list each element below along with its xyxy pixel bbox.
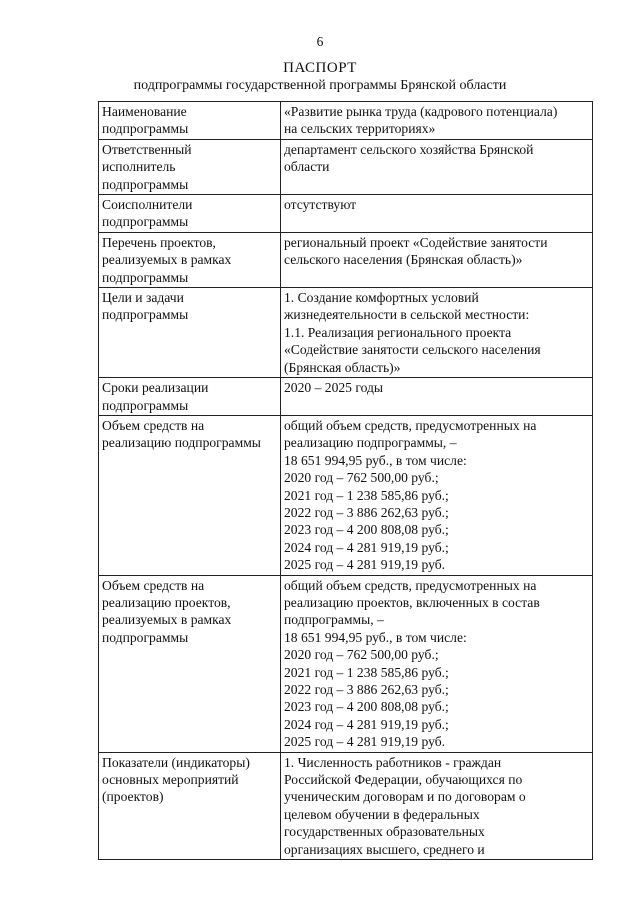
row-value-line: 18 651 994,95 руб., в том числе:: [284, 452, 467, 468]
row-value-line: целевом обучении в федеральных: [284, 806, 480, 822]
table-row: [99, 575, 593, 752]
row-value-line: подпрограммы, –: [284, 612, 384, 628]
row-label-line: реализуемых в рамках: [102, 612, 232, 628]
row-label-cell: [99, 102, 281, 140]
row-value-line: 1. Создание комфортных условий: [284, 290, 479, 306]
row-value-line: 2023 год – 4 200 808,08 руб.;: [284, 699, 449, 715]
row-value-line: 1. Численность работников - граждан: [284, 754, 502, 770]
row-label-line: реализацию проектов,: [102, 594, 231, 610]
row-value-line: Российской Федерации, обучающихся по: [284, 772, 523, 788]
passport-table: [98, 101, 593, 860]
table-row: [99, 288, 593, 378]
row-value-line: региональный проект «Содействие занятости: [284, 234, 548, 250]
row-value-line: 2021 год – 1 238 585,86 руб.;: [284, 664, 449, 680]
row-value-line: 2020 год – 762 500,00 руб.;: [284, 647, 439, 663]
table-row: [99, 139, 593, 194]
row-label-line: подпрограммы: [102, 214, 189, 230]
row-value-line: 2022 год – 3 886 262,63 руб.;: [284, 682, 449, 697]
row-value-line: «Развитие рынка труда (кадрового потенциала): [284, 104, 558, 119]
row-value-line: 2024 год – 4 281 919,19 руб.;: [284, 539, 449, 555]
row-value-cell: [281, 378, 593, 416]
row-value-line: 18 651 994,95 руб., в том числе:: [284, 629, 467, 645]
row-label-cell: [99, 195, 281, 233]
row-label-line: Перечень проектов,: [102, 234, 216, 250]
table-row: [99, 195, 593, 233]
row-value-cell: [281, 139, 593, 194]
row-label-line: подпрограммы: [102, 121, 189, 137]
row-value-line: 2025 год – 4 281 919,19 руб.: [284, 557, 446, 573]
row-label-line: Объем средств на: [102, 577, 205, 593]
table-row: [99, 378, 593, 416]
row-value-cell: [281, 195, 593, 233]
row-label-cell: [99, 415, 281, 575]
row-value-line: 2023 год – 4 200 808,08 руб.;: [284, 522, 449, 538]
row-label-cell: [99, 139, 281, 194]
row-value-cell: [281, 102, 593, 140]
row-value-line: государственных образовательных: [284, 824, 485, 840]
row-label-line: Объем средств на: [102, 417, 205, 433]
row-value-cell: [281, 752, 593, 859]
row-value-line: 2020 – 2025 годы: [284, 380, 384, 396]
row-value-line: организациях высшего, среднего и: [284, 841, 485, 857]
row-label-cell: [99, 288, 281, 378]
row-value-line: 2021 год – 1 238 585,86 руб.;: [284, 487, 449, 503]
row-value-cell: [281, 415, 593, 575]
table-row: [99, 102, 593, 140]
table-row: [99, 232, 593, 287]
table-row: [99, 415, 593, 575]
row-value-line: 2025 год – 4 281 919,19 руб.: [284, 734, 446, 750]
row-value-line: «Содействие занятости сельского населения: [284, 342, 541, 358]
row-value-line: 2024 год – 4 281 919,19 руб.;: [284, 716, 449, 732]
row-value-cell: [281, 288, 593, 378]
row-label-cell: [99, 752, 281, 859]
row-label-line: реализацию подпрограммы: [102, 435, 261, 451]
row-label-line: исполнитель: [102, 159, 176, 175]
row-value-line: (Брянская область)»: [284, 359, 401, 375]
row-label-line: Ответственный: [102, 141, 192, 157]
document-subtitle: подпрограммы государственной программы Брянской области: [133, 78, 507, 93]
row-value-line: реализацию подпрограммы, –: [284, 435, 457, 451]
row-label-cell: [99, 232, 281, 287]
row-label-line: (проектов): [102, 789, 164, 805]
row-label-line: Наименование: [102, 104, 187, 119]
row-label-cell: [99, 378, 281, 416]
page-number: 6: [316, 34, 324, 49]
row-value-cell: [281, 232, 593, 287]
row-label-cell: [99, 575, 281, 752]
row-label-line: подпрограммы: [102, 176, 189, 192]
row-value-line: на сельских территориях»: [284, 121, 436, 137]
row-label-line: Показатели (индикаторы): [102, 754, 250, 770]
document-title: ПАСПОРТ: [283, 60, 357, 76]
row-value-line: общий объем средств, предусмотренных на: [284, 577, 537, 593]
row-label-line: подпрограммы: [102, 397, 189, 413]
row-label-line: реализуемых в рамках: [102, 252, 232, 268]
row-label-line: Соисполнители: [102, 197, 193, 213]
row-value-line: реализацию проектов, включенных в состав: [284, 594, 540, 610]
row-value-line: общий объем средств, предусмотренных на: [284, 417, 537, 433]
row-value-line: жизнедеятельности в сельской местности:: [284, 307, 530, 323]
row-label-line: Цели и задачи: [102, 290, 184, 306]
row-label-line: подпрограммы: [102, 629, 189, 645]
table-row: [99, 752, 593, 859]
row-label-line: основных мероприятий: [102, 772, 239, 788]
row-value-line: области: [284, 159, 330, 175]
row-label-line: подпрограммы: [102, 307, 189, 323]
row-value-line: сельского населения (Брянская область)»: [284, 252, 523, 268]
row-label-line: подпрограммы: [102, 269, 189, 285]
row-value-cell: [281, 575, 593, 752]
row-label-line: Сроки реализации: [102, 380, 209, 396]
row-value-line: 1.1. Реализация регионального проекта: [284, 324, 512, 340]
row-value-line: 2022 год – 3 886 262,63 руб.;: [284, 504, 449, 520]
row-value-line: 2020 год – 762 500,00 руб.;: [284, 470, 439, 486]
row-value-line: департамент сельского хозяйства Брянской: [284, 141, 534, 157]
passport-table-body: [99, 102, 593, 860]
row-value-line: ученическим договорам и по договорам о: [284, 789, 526, 805]
row-value-line: отсутствуют: [284, 197, 357, 213]
